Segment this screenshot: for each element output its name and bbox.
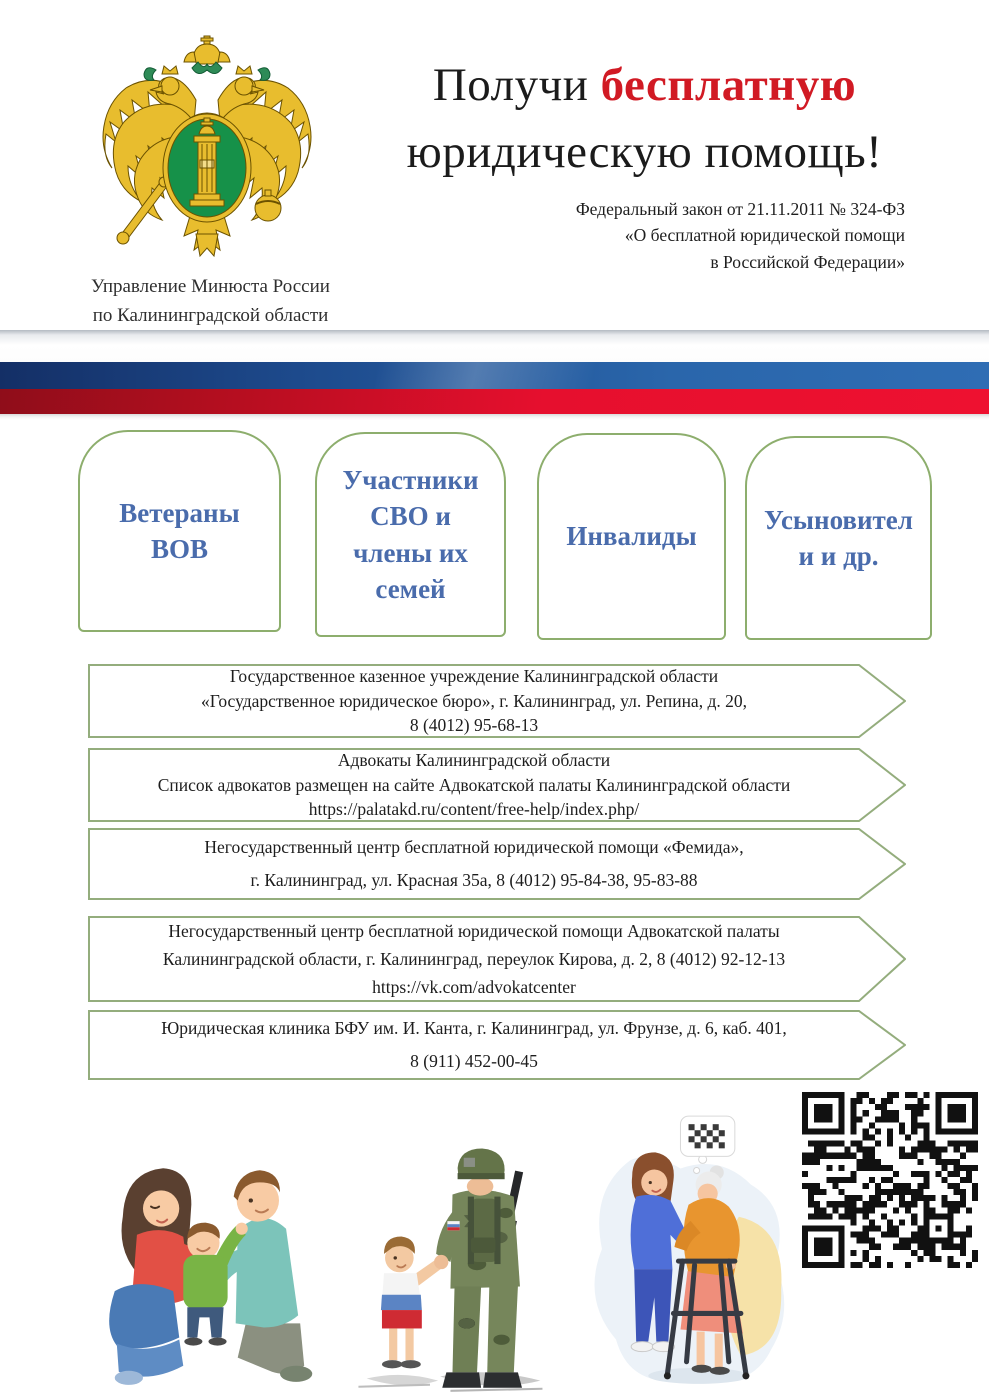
- law-line1: Федеральный закон от 21.11.2011 № 324-ФЗ: [575, 199, 905, 219]
- caregiver-with-elderly-illustration: [568, 1098, 798, 1400]
- provider-text: Негосударственный центр бесплатной юридической помощи «Фемида», г. Калининград, ул. Красная 35а, 8 (4012) 95-84-38, 95-83-88: [204, 836, 744, 890]
- qr-code: [802, 1092, 978, 1268]
- category-veterans: [78, 430, 281, 632]
- provider-state-legal-bureau: [88, 664, 906, 738]
- flag-shadow: [0, 414, 989, 420]
- law-line2: «О бесплатной юридической помощи: [624, 225, 905, 246]
- provider-femida-center: [88, 828, 906, 900]
- russian-flag-ribbon: [0, 330, 989, 420]
- flag-stripe-red: [0, 389, 989, 414]
- category-disabled-label: Инвалиды: [566, 521, 697, 552]
- family-with-child-illustration: [85, 1138, 340, 1400]
- title-line2: юридическую помощь!: [406, 125, 883, 178]
- law-line3: в Российской Федерации»: [710, 251, 905, 272]
- provider-bfu-legal-clinic: [88, 1010, 906, 1080]
- category-adopters: [745, 436, 932, 640]
- provider-text: Негосударственный центр бесплатной юридической помощи Адвокатской палаты Калининградской области, г. Калининград, переулок Кирова, д. 2, 8 (4012) 92-12-13 https://vk.com/advokatcenter: [88, 916, 906, 1002]
- org-caption-line2: по Калининградской области: [92, 305, 329, 327]
- category-veterans-label: Ветераны ВОВ: [119, 497, 240, 564]
- org-caption: [58, 272, 363, 331]
- category-svo-participants: [315, 432, 506, 637]
- category-svo-label: Участники СВО и члены их семей: [342, 464, 479, 604]
- title-highlight: бесплатную: [600, 59, 857, 111]
- provider-text: Адвокаты Калининградской области Список адвокатов размещен на сайте Адвокатской палаты Калининградской области https://palatakd.ru/content/free-help/index.php/: [88, 748, 906, 822]
- provider-link-palatakd[interactable]: https://palatakd.ru/content/free-help/index.php/: [308, 799, 640, 820]
- provider-advocate-chamber-center: [88, 916, 906, 1002]
- provider-advocates: [88, 748, 906, 822]
- poster-title: [372, 52, 917, 185]
- category-disabled: [537, 433, 726, 640]
- flag-stripe-white: [0, 330, 989, 362]
- provider-link-vk[interactable]: https://vk.com/advokatcenter: [372, 977, 576, 997]
- org-caption-line1: Управление Минюста России: [91, 276, 330, 297]
- ministry-of-justice-emblem: [98, 30, 316, 272]
- provider-text: Государственное казенное учреждение Калининградской области «Государственное юридическое бюро», г. Калининград, ул. Репина, д. 20, 8 (4012) 95-68-13: [201, 665, 747, 736]
- provider-text: Юридическая клиника БФУ им. И. Канта, г. Калининград, ул. Фрунзе, д. 6, каб. 401, 8 (911) 452-00-45: [161, 1017, 787, 1071]
- title-prefix: Получи: [432, 59, 589, 111]
- law-reference: [445, 196, 905, 275]
- category-adopters-label: Усыновител и и др.: [764, 504, 913, 571]
- soldier-with-boy-illustration: [338, 1122, 568, 1400]
- flag-stripe-blue: [0, 362, 989, 389]
- title-line1: [372, 52, 917, 119]
